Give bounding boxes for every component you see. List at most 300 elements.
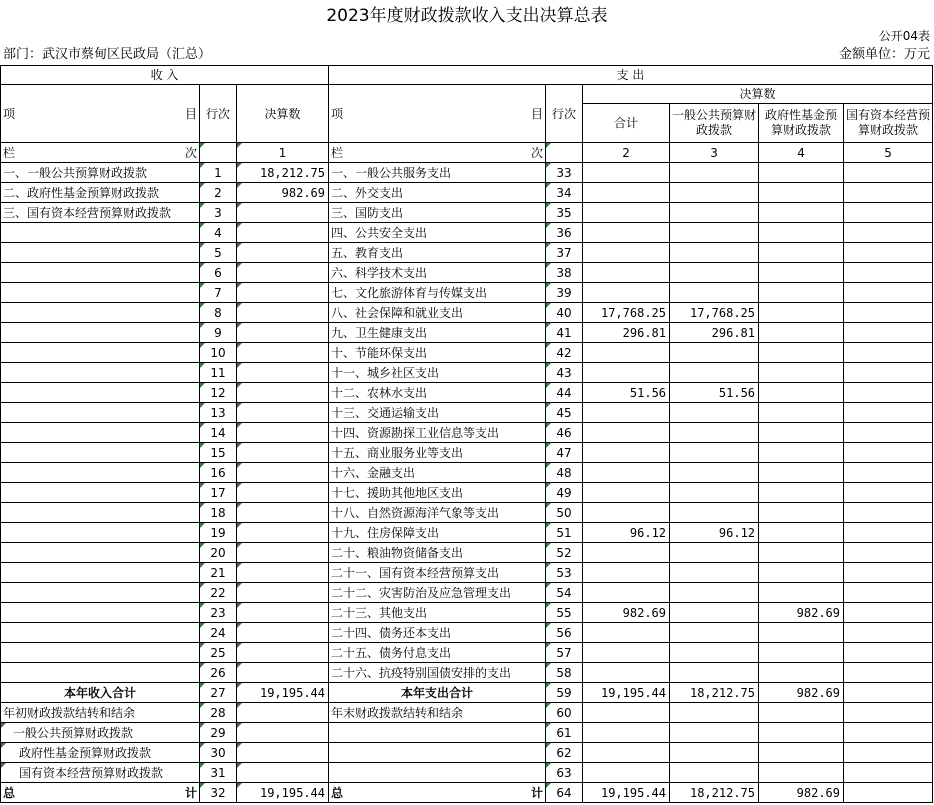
amount-cell: 96.12 <box>583 523 670 543</box>
row-number: 14 <box>200 423 237 443</box>
general-col-header: 一般公共预算财政拨款 <box>670 104 759 143</box>
col-number-1: 1 <box>237 143 329 163</box>
amount-cell: 17,768.25 <box>670 303 759 323</box>
income-item <box>1 223 200 243</box>
income-item <box>1 243 200 263</box>
amount-cell <box>670 183 759 203</box>
amount-cell <box>583 363 670 383</box>
table-row <box>1 363 933 383</box>
amount-cell <box>759 263 844 283</box>
amount-cell <box>759 463 844 483</box>
row-number: 19 <box>200 523 237 543</box>
amount-cell <box>844 303 933 323</box>
amount-cell <box>237 303 329 323</box>
amount-cell <box>759 423 844 443</box>
amount-cell <box>844 263 933 283</box>
table-row <box>1 663 933 683</box>
amount-cell <box>670 643 759 663</box>
table-row <box>1 503 933 523</box>
amount-cell <box>237 443 329 463</box>
expense-header: 支 出 <box>329 66 933 85</box>
amount-cell <box>237 343 329 363</box>
table-row <box>1 623 933 643</box>
row-number: 21 <box>200 563 237 583</box>
row-number: 10 <box>200 343 237 363</box>
expense-item: 十九、住房保障支出 <box>329 523 546 543</box>
expense-total-label: 本年支出合计 <box>329 683 546 703</box>
row-number: 7 <box>200 283 237 303</box>
amount-cell <box>844 523 933 543</box>
amount-cell <box>237 543 329 563</box>
row-number: 25 <box>200 643 237 663</box>
amount-cell <box>237 663 329 683</box>
row-number: 36 <box>546 223 583 243</box>
amount-cell <box>583 283 670 303</box>
amount-cell: 19,195.44 <box>237 683 329 703</box>
row-number: 2 <box>200 183 237 203</box>
row-number: 47 <box>546 443 583 463</box>
expense-item: 二十三、其他支出 <box>329 603 546 623</box>
expense-item: 四、公共安全支出 <box>329 223 546 243</box>
row-number: 60 <box>546 703 583 723</box>
expense-item: 二、外交支出 <box>329 183 546 203</box>
amount-cell <box>583 343 670 363</box>
table-row <box>1 523 933 543</box>
amount-cell <box>759 243 844 263</box>
amount-cell <box>759 443 844 463</box>
amount-cell <box>759 323 844 343</box>
table-row <box>1 563 933 583</box>
amount-cell <box>844 463 933 483</box>
amount-cell <box>237 603 329 623</box>
total-row <box>1 683 933 703</box>
table-row <box>1 243 933 263</box>
row-number: 62 <box>546 743 583 763</box>
amount-cell: 19,195.44 <box>583 683 670 703</box>
total-col-header: 合计 <box>583 104 670 143</box>
carryover-capital-label: 国有资本经营预算财政拨款 <box>1 763 200 783</box>
amount-cell <box>670 543 759 563</box>
row-number: 51 <box>546 523 583 543</box>
income-item <box>1 623 200 643</box>
amount-cell <box>759 403 844 423</box>
row-number: 3 <box>200 203 237 223</box>
income-item <box>1 363 200 383</box>
amount-cell <box>237 483 329 503</box>
amount-cell <box>670 463 759 483</box>
amount-cell: 51.56 <box>583 383 670 403</box>
row-number: 6 <box>200 263 237 283</box>
expense-item: 三、国防支出 <box>329 203 546 223</box>
amount-cell <box>670 343 759 363</box>
amount-cell <box>670 603 759 623</box>
income-total-label: 本年收入合计 <box>1 683 200 703</box>
income-item <box>1 503 200 523</box>
expense-item: 五、教育支出 <box>329 243 546 263</box>
amount-cell <box>759 503 844 523</box>
amount-cell: 96.12 <box>670 523 759 543</box>
fund-col-header: 政府性基金预算财政拨款 <box>759 104 844 143</box>
amount-cell: 19,195.44 <box>237 783 329 803</box>
expense-item: 一、一般公共服务支出 <box>329 163 546 183</box>
income-item <box>1 463 200 483</box>
amount-cell <box>583 463 670 483</box>
amount-cell <box>759 583 844 603</box>
table-row <box>1 183 933 203</box>
expense-item: 十八、自然资源海洋气象等支出 <box>329 503 546 523</box>
col-number-2: 2 <box>583 143 670 163</box>
amount-cell <box>670 583 759 603</box>
amount-cell <box>583 423 670 443</box>
income-item <box>1 303 200 323</box>
row-number: 48 <box>546 463 583 483</box>
income-item <box>1 383 200 403</box>
amount-cell: 982.69 <box>759 783 844 803</box>
carryover-general-row <box>1 723 933 743</box>
row-number: 16 <box>200 463 237 483</box>
amount-cell: 982.69 <box>759 683 844 703</box>
expense-item: 二十一、国有资本经营预算支出 <box>329 563 546 583</box>
table-row <box>1 583 933 603</box>
row-number: 49 <box>546 483 583 503</box>
amount-cell: 17,768.25 <box>583 303 670 323</box>
final-header: 决算数 <box>583 85 933 104</box>
table-row <box>1 283 933 303</box>
amount-cell <box>583 263 670 283</box>
amount-cell <box>759 363 844 383</box>
row-number: 53 <box>546 563 583 583</box>
amount-cell <box>670 363 759 383</box>
col-label: 栏 次 <box>329 143 546 163</box>
amount-cell <box>759 483 844 503</box>
row-number: 44 <box>546 383 583 403</box>
row-number: 64 <box>546 783 583 803</box>
amount-cell <box>759 303 844 323</box>
row-number: 29 <box>200 723 237 743</box>
amount-cell <box>844 383 933 403</box>
grand-total-row <box>1 783 933 803</box>
row-number: 33 <box>546 163 583 183</box>
row-number: 9 <box>200 323 237 343</box>
row-number: 34 <box>546 183 583 203</box>
grand-total-label: 总 计 <box>1 783 200 803</box>
carryover-fund-row <box>1 743 933 763</box>
expense-item: 二十四、债务还本支出 <box>329 623 546 643</box>
amount-cell <box>670 623 759 643</box>
expense-item: 十二、农林水支出 <box>329 383 546 403</box>
row-number: 30 <box>200 743 237 763</box>
expense-item: 十三、交通运输支出 <box>329 403 546 423</box>
amount-cell <box>670 263 759 283</box>
amount-cell <box>583 243 670 263</box>
income-item <box>1 563 200 583</box>
amount-cell <box>237 503 329 523</box>
amount-cell <box>583 663 670 683</box>
expense-item: 七、文化旅游体育与传媒支出 <box>329 283 546 303</box>
income-item <box>1 603 200 623</box>
amount-cell <box>844 443 933 463</box>
row-number: 28 <box>200 703 237 723</box>
income-item-header: 项 目 <box>1 85 200 143</box>
amount-cell <box>844 223 933 243</box>
col-number-3: 3 <box>670 143 759 163</box>
expense-rowno-header: 行次 <box>546 85 583 143</box>
amount-cell <box>759 163 844 183</box>
table-row <box>1 303 933 323</box>
amount-cell <box>237 523 329 543</box>
table-row <box>1 543 933 563</box>
row-number: 39 <box>546 283 583 303</box>
income-item <box>1 663 200 683</box>
amount-cell: 51.56 <box>670 383 759 403</box>
row-number: 17 <box>200 483 237 503</box>
table-row <box>1 463 933 483</box>
department-label: 部门：武汉市蔡甸区民政局（汇总） <box>3 47 212 62</box>
income-item <box>1 643 200 663</box>
amount-cell <box>237 203 329 223</box>
grand-total-label: 总 计 <box>329 783 546 803</box>
amount-cell <box>583 643 670 663</box>
row-number: 22 <box>200 583 237 603</box>
amount-cell <box>583 203 670 223</box>
amount-cell: 982.69 <box>759 603 844 623</box>
amount-cell <box>759 623 844 643</box>
amount-cell <box>844 203 933 223</box>
row-number: 61 <box>546 723 583 743</box>
amount-cell <box>237 403 329 423</box>
expense-item-header: 项 目 <box>329 85 546 143</box>
row-number: 27 <box>200 683 237 703</box>
amount-cell <box>844 483 933 503</box>
amount-cell: 19,195.44 <box>583 783 670 803</box>
amount-cell <box>583 183 670 203</box>
row-number: 42 <box>546 343 583 363</box>
row-number: 50 <box>546 503 583 523</box>
expense-item: 二十二、灾害防治及应急管理支出 <box>329 583 546 603</box>
amount-cell <box>237 323 329 343</box>
row-number: 8 <box>200 303 237 323</box>
amount-cell <box>583 163 670 183</box>
fiscal-table <box>0 65 933 803</box>
header-row-1 <box>1 66 933 85</box>
amount-cell <box>759 343 844 363</box>
amount-cell <box>759 203 844 223</box>
row-number: 38 <box>546 263 583 283</box>
capital-col-header: 国有资本经营预算财政拨款 <box>844 104 933 143</box>
row-number: 13 <box>200 403 237 423</box>
amount-cell <box>844 403 933 423</box>
table-row <box>1 403 933 423</box>
amount-cell <box>670 243 759 263</box>
expense-item: 八、社会保障和就业支出 <box>329 303 546 323</box>
amount-cell <box>670 203 759 223</box>
row-number: 11 <box>200 363 237 383</box>
column-number-row <box>1 143 933 163</box>
amount-cell: 18,212.75 <box>237 163 329 183</box>
amount-cell <box>844 343 933 363</box>
amount-cell <box>844 643 933 663</box>
amount-cell <box>759 643 844 663</box>
amount-cell <box>237 263 329 283</box>
amount-cell <box>237 283 329 303</box>
amount-cell <box>844 283 933 303</box>
table-row <box>1 643 933 663</box>
amount-cell <box>759 183 844 203</box>
amount-cell <box>759 223 844 243</box>
amount-cell <box>670 163 759 183</box>
row-number: 37 <box>546 243 583 263</box>
row-number: 43 <box>546 363 583 383</box>
income-item <box>1 583 200 603</box>
amount-cell <box>237 643 329 663</box>
income-item <box>1 523 200 543</box>
amount-cell <box>759 523 844 543</box>
amount-cell <box>759 563 844 583</box>
income-item <box>1 423 200 443</box>
amount-cell <box>237 423 329 443</box>
end-carryover-label: 年末财政拨款结转和结余 <box>329 703 546 723</box>
row-number: 5 <box>200 243 237 263</box>
amount-cell <box>583 623 670 643</box>
row-number: 41 <box>546 323 583 343</box>
expense-item: 十、节能环保支出 <box>329 343 546 363</box>
row-number: 58 <box>546 663 583 683</box>
table-row <box>1 263 933 283</box>
row-number: 59 <box>546 683 583 703</box>
page-title: 2023年度财政拨款收入支出决算总表 <box>326 6 608 26</box>
row-number: 26 <box>200 663 237 683</box>
amount-cell <box>583 483 670 503</box>
amount-cell <box>759 663 844 683</box>
amount-cell: 18,212.75 <box>670 783 759 803</box>
amount-cell <box>583 583 670 603</box>
row-number: 54 <box>546 583 583 603</box>
amount-cell <box>844 243 933 263</box>
amount-cell <box>844 663 933 683</box>
income-item <box>1 483 200 503</box>
expense-item: 二十五、债务付息支出 <box>329 643 546 663</box>
unit-label: 金额单位：万元 <box>838 47 930 62</box>
amount-cell <box>670 403 759 423</box>
row-number: 15 <box>200 443 237 463</box>
expense-item: 六、科学技术支出 <box>329 263 546 283</box>
amount-cell: 296.81 <box>670 323 759 343</box>
table-row <box>1 203 933 223</box>
amount-cell <box>844 183 933 203</box>
amount-cell <box>844 583 933 603</box>
row-number: 31 <box>200 763 237 783</box>
expense-item: 十四、资源勘探工业信息等支出 <box>329 423 546 443</box>
amount-cell <box>670 503 759 523</box>
income-item <box>1 403 200 423</box>
amount-cell <box>670 563 759 583</box>
row-number: 23 <box>200 603 237 623</box>
income-amount-header: 决算数 <box>237 85 329 143</box>
expense-item: 二十、粮油物资储备支出 <box>329 543 546 563</box>
table-row <box>1 383 933 403</box>
amount-cell <box>844 163 933 183</box>
income-item <box>1 443 200 463</box>
table-row <box>1 163 933 183</box>
amount-cell <box>844 423 933 443</box>
carryover-fund-label: 政府性基金预算财政拨款 <box>1 743 200 763</box>
table-row <box>1 343 933 363</box>
row-number: 24 <box>200 623 237 643</box>
income-header: 收 入 <box>1 66 329 85</box>
amount-cell <box>670 283 759 303</box>
income-item <box>1 543 200 563</box>
table-row <box>1 603 933 623</box>
income-item: 三、国有资本经营预算财政拨款 <box>1 203 200 223</box>
expense-item: 十七、援助其他地区支出 <box>329 483 546 503</box>
amount-cell <box>844 323 933 343</box>
amount-cell <box>583 443 670 463</box>
expense-item: 十五、商业服务业等支出 <box>329 443 546 463</box>
amount-cell <box>759 543 844 563</box>
amount-cell <box>844 543 933 563</box>
table-row <box>1 483 933 503</box>
expense-item: 二十六、抗疫特别国债安排的支出 <box>329 663 546 683</box>
amount-cell <box>844 623 933 643</box>
income-rowno-header: 行次 <box>200 85 237 143</box>
begin-carryover-label: 年初财政拨款结转和结余 <box>1 703 200 723</box>
carryover-general-label: 一般公共预算财政拨款 <box>1 723 200 743</box>
amount-cell <box>844 603 933 623</box>
expense-item: 九、卫生健康支出 <box>329 323 546 343</box>
amount-cell <box>237 383 329 403</box>
amount-cell <box>237 623 329 643</box>
row-number: 46 <box>546 423 583 443</box>
amount-cell: 982.69 <box>237 183 329 203</box>
income-item: 一、一般公共预算财政拨款 <box>1 163 200 183</box>
row-number: 20 <box>200 543 237 563</box>
table-row <box>1 443 933 463</box>
col-label: 栏 次 <box>1 143 200 163</box>
header-row-2 <box>1 85 933 104</box>
amount-cell <box>583 563 670 583</box>
amount-cell <box>844 563 933 583</box>
expense-item: 十一、城乡社区支出 <box>329 363 546 383</box>
row-number: 40 <box>546 303 583 323</box>
row-number: 52 <box>546 543 583 563</box>
amount-cell <box>844 363 933 383</box>
amount-cell <box>844 503 933 523</box>
row-number: 12 <box>200 383 237 403</box>
row-number: 32 <box>200 783 237 803</box>
table-row <box>1 423 933 443</box>
amount-cell <box>583 223 670 243</box>
row-number: 45 <box>546 403 583 423</box>
row-number: 1 <box>200 163 237 183</box>
income-item <box>1 263 200 283</box>
amount-cell <box>759 283 844 303</box>
amount-cell <box>237 463 329 483</box>
amount-cell <box>670 483 759 503</box>
col-number-4: 4 <box>759 143 844 163</box>
amount-cell <box>237 223 329 243</box>
carryover-row <box>1 703 933 723</box>
income-item <box>1 323 200 343</box>
table-row <box>1 323 933 343</box>
amount-cell <box>237 243 329 263</box>
row-number: 55 <box>546 603 583 623</box>
row-number: 63 <box>546 763 583 783</box>
amount-cell: 18,212.75 <box>670 683 759 703</box>
row-number: 18 <box>200 503 237 523</box>
row-number: 56 <box>546 623 583 643</box>
expense-item: 十六、金融支出 <box>329 463 546 483</box>
col-number-5: 5 <box>844 143 933 163</box>
